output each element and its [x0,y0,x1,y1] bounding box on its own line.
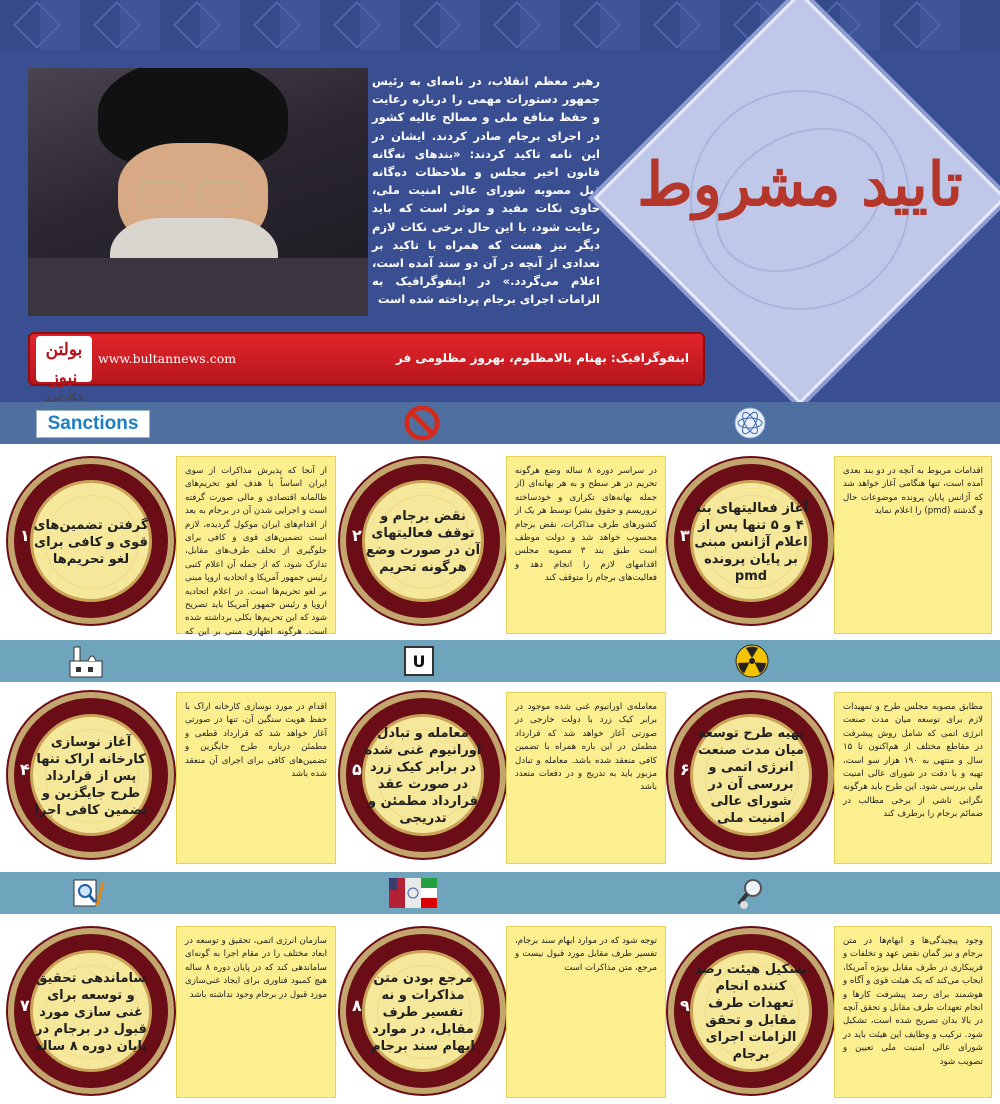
section-band [0,402,1000,444]
iaea-icon [732,406,768,440]
factory-icon [66,642,106,680]
section-row-3 [0,914,1000,1104]
item-title: آغاز نوسازی کارخانه اراک تنها پس از قرارداد طرح جایگزین و تضمین کافی اجرا [34,734,148,818]
item-description: اقدامات مربوط به آنچه در دو بند بعدی آمده است، تنها هنگامی آغاز خواهد شد که آژانس پایان پرونده موضوعات حال و گذشته (pmd) را اعلام نماید [834,456,992,634]
item-description: در سراسر دوره ۸ ساله وضع هرگونه تحریم در هر سطح و به هر بهانه‌ای (از جمله بهانه‌های تکراری و خودساخته تروریسم و حقوق بشر) توسط هر یک از کشورهای طرف مذاکرات، نقض برجام محسوب خواهد شد و دولت موظف است طبق بند ۳ مصوبه مجلس اقدامهای لازم را انجام دهد و فعالیت‌های برجام را متوقف کند [506,456,666,634]
section-row-2 [0,682,1000,872]
site-logo [36,336,92,402]
uranium-label: U [412,651,426,671]
item-circle [668,458,834,624]
section-band [0,640,1000,682]
flags-icon [388,876,438,910]
item-circle [668,928,834,1094]
item-circle [340,692,506,858]
item-title: تهیه طرح توسعه میان مدت صنعت انرژی اتمی و بررسی آن در شورای عالی امنیت ملی [697,726,805,826]
item-title: آغاز فعالیتهای بند ۴ و ۵ تنها پس از اعلام آژانس مبنی بر پایان پرونده pmd [693,500,809,584]
sanctions-label: Sanctions [47,413,139,434]
logo-sub: پایگاه خبری [44,392,84,402]
magnifier-icon [732,876,768,910]
item-circle [668,692,834,858]
no-entry-icon [404,406,440,440]
page-title: تایید مشروط [637,150,963,220]
item-description: از آنجا که پذیرش مذاکرات از سوی ایران اساساً با هدف لغو تحریم‌های ظالمانه اقتصادی و مالی صورت گرفته است و اجرایی شدن آن در برجام به بعد از اقدام‌های ایران موکول گردیده، لازم است تضمین‌های قوی و کافی برای جلوگیری از تخلف طرف‌های مقابل، تدارک شود، که از جمله آن اعلام کتبی رئیس جمهور آمریکا و اتحادیه اروپا مبنی بر لغو تحریم‌ها است. در اعلام اتحادیه اروپا و رئیس جمهور آمریکا باید تصریح شود که این تحریم‌ها بکلی برداشته شده است. هرگونه اظهاری مبنی بر این که [176,456,336,634]
item-number: ۹ [680,996,690,1015]
item-circle [8,692,174,858]
item-number: ۸ [352,996,362,1015]
item-number: ۶ [680,760,690,779]
item-number: ۳ [680,526,690,545]
item-circle [340,458,506,624]
radiation-icon [734,644,770,678]
item-number: ۵ [352,760,362,779]
item-number: ۲ [352,526,362,545]
item-number: ۴ [20,760,30,779]
item-title: تشکیل هیئت رصد کننده انجام تعهدات طرف مقابل و تحقق الزامات اجرای برجام [694,962,808,1062]
item-description: وجود پیچیدگی‌ها و ابهام‌ها در متن برجام و نیز گمان نقض عهد و تخلفات و فریبکاری در طرف مقابل بویژه آمریکا، ایجاب می‌کند که یک هیئت قوی و آگاه و هوشمند برای رصد پیشرفت کارها و انجام تعهدات طرف مقابل و تحقق آنچه در بالا بدان تصریح شده است، تشکیل شود. ترکیب و وظایف این هیئت باید در شورای عالی امنیت ملی تعیین و تصویب شود [834,926,992,1098]
item-description: سازمان انرژی اتمی، تحقیق و توسعه در ابعاد مختلف را در مقام اجرا به گونه‌ای ساماندهی کند که در پایان دوره ۸ ساله هیچ کمبود فناوری برای ایجاد غنی‌سازی مورد قبول در برجام وجود نداشته باشد [176,926,336,1098]
item-number: ۷ [20,996,30,1015]
credit-bar [28,332,705,402]
site-url[interactable]: www.bultannews.com [98,351,237,366]
item-title: گرفتن تضمین‌های قوی و کافی برای لغو تحریم‌ها [33,517,149,567]
header-banner [0,0,1000,402]
uranium-icon [404,646,434,676]
item-title: ساماندهی تحقیق و توسعه برای غنی سازی مورد قبول در برجام در پایان دوره ۸ ساله [34,970,148,1054]
credit-text: اینفوگرافیک: بهنام بالامظلوم، بهروز مظلومی فر [395,351,689,365]
item-number: ۱ [20,526,30,545]
item-description: مطابق مصوبه مجلس طرح و تمهیدات لازم برای توسعه میان مدت صنعت انرژی اتمی که شامل روش پیشرفت در مقاطع مختلف از هم‌اکنون تا ۱۵ سال و منتهی به ۱۹۰ هزار سو است، تهیه و با دقت در شورای عالی امنیت ملی بررسی شود. این طرح باید هرگونه نگرانی ناشی از برخی مطالب در ضمائم برجام را برطرف کند [834,692,992,864]
intro-text: رهبر معظم انقلاب، در نامه‌ای به رئیس جمهور دستورات مهمی را درباره رعایت و حفظ منافع ملی و مصالح عالیه کشور در اجرای برجام صادر کردند. ایشان در این نامه تاکید کردند: «بندهای نه‌گانه قانون اخیر مجلس و ملاحظات ده‌گانه ذیل مصوبه شورای عالی امنیت ملی، حاوی نکات مفید و موثر است که باید رعایت شود، با این حال برخی نکات لازم دیگر نیز هست که همراه با تاکید بر تعدادی از آنچه در آن دو سند آمده است، اعلام می‌گردد.» در اینفوگرافیک به الزامات اجرای برجام پرداخته شده است [372,74,600,307]
item-description: معامله‌ی اورانیوم غنی شده موجود در برابر کیک زرد با دولت خارجی در صورتی آغاز خواهد شد که قرارداد مطمئن در این باره همراه با تضمین کافی منعقد شده باشد. معامله و تبادل مزبور باید به تدریج و در دفعات متعدد باشد [506,692,666,864]
research-icon [70,876,106,910]
logo-main: بولتن نیوز [45,340,83,388]
item-description: اقدام در مورد نوسازی کارخانه اراک با حفظ هویت سنگین آن، تنها در صورتی آغاز خواهد شد که قرارداد قطعی و مطمئن درباره طرح جایگزین و تضمین‌های کافی برای اجرای آن منعقد شده باشد [176,692,336,864]
leader-portrait [28,68,368,316]
item-circle [340,928,506,1094]
item-description: توجه شود که در موارد ابهام سند برجام، تفسیر طرف مقابل مورد قبول نیست و مرجع، متن مذاکرات است [506,926,666,1098]
section-row-1 [0,444,1000,640]
item-title: نقض برجام و توقف فعالیتهای آن در صورت وضع هرگونه تحریم [365,509,481,575]
section-band [0,872,1000,914]
item-circle [8,458,174,624]
item-circle [8,928,174,1094]
item-title: مرجع بودن متن مذاکرات و نه تفسیر طرف مقابل، در موارد ابهام سند برجام [371,970,475,1054]
sanctions-icon [36,410,150,438]
item-title: معامله و تبادل اورانیوم غنی شده در برابر کیک زرد در صورت عقد قرارداد مطمئن و تدریجی [364,726,482,826]
